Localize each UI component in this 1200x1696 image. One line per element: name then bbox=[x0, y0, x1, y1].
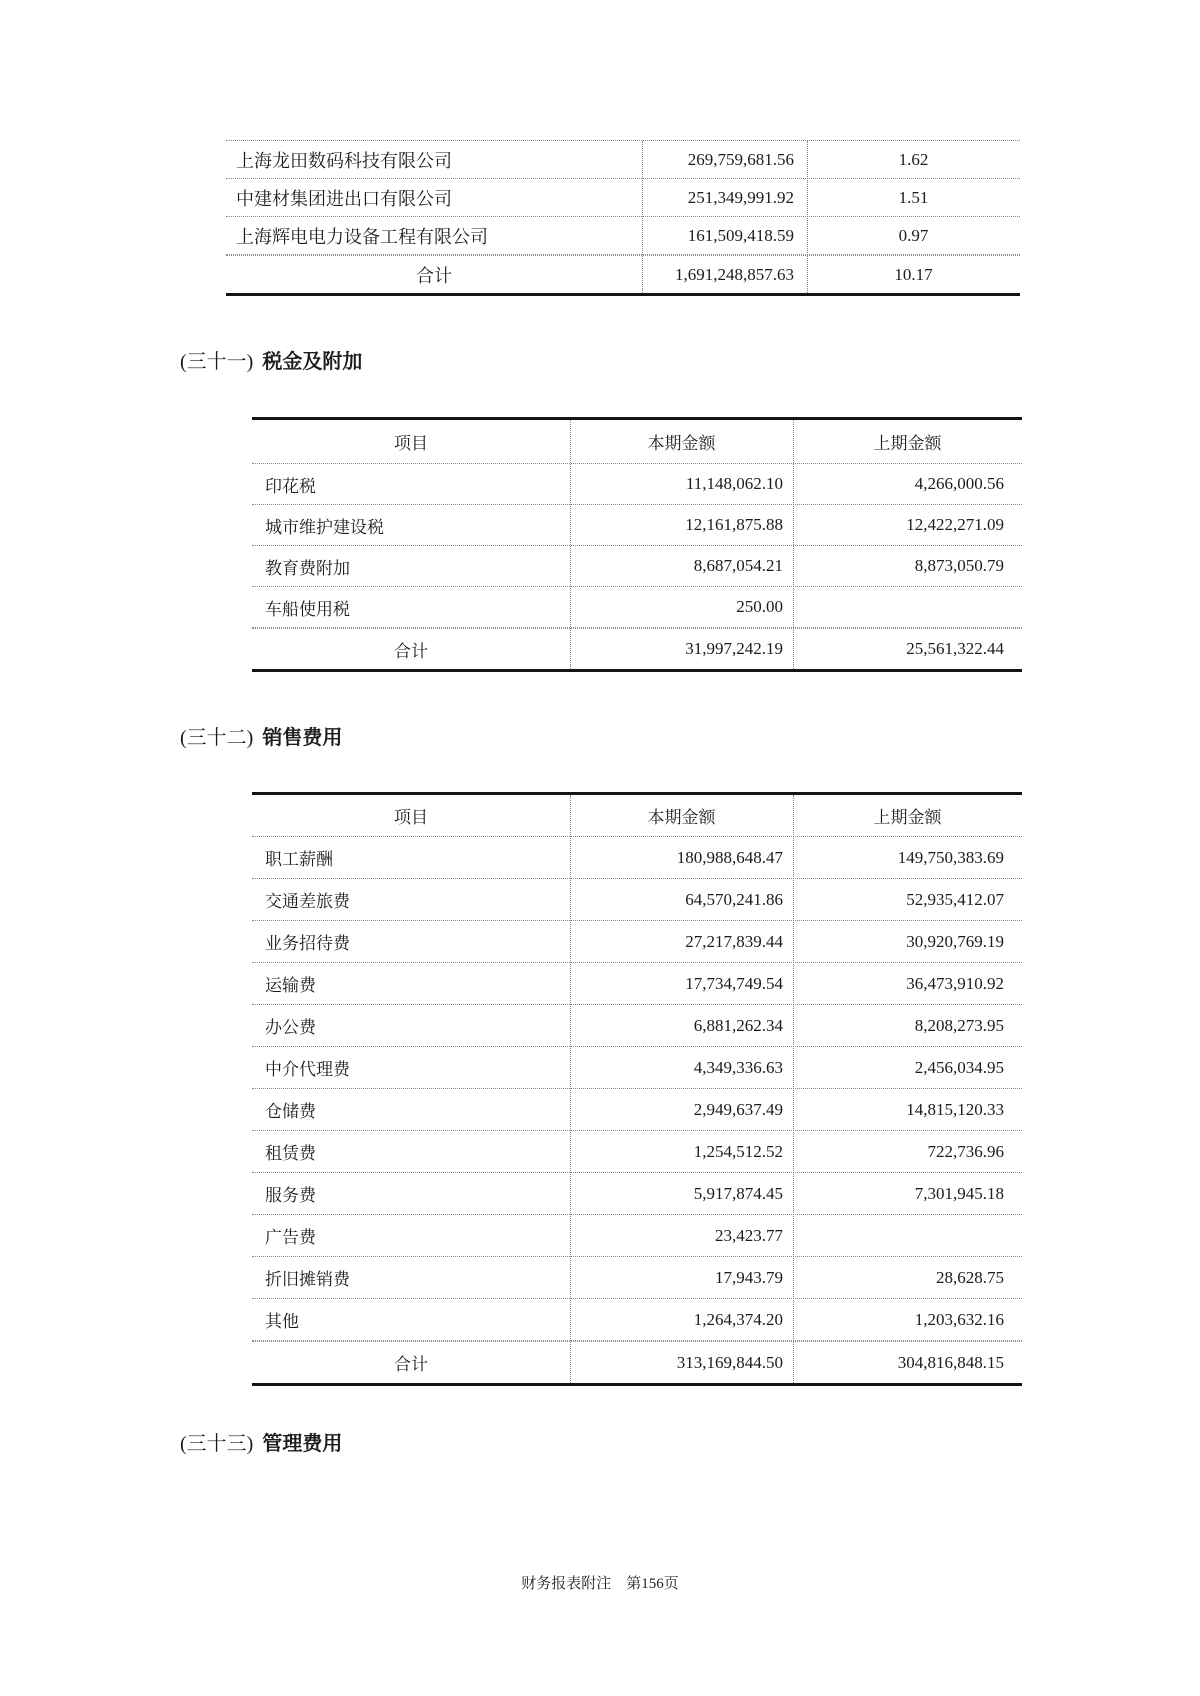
table-row bbox=[252, 837, 1022, 879]
prior-cell: 8,208,273.95 bbox=[914, 1015, 1004, 1035]
total-current-cell: 31,997,242.19 bbox=[685, 639, 783, 658]
table-row bbox=[252, 1257, 1022, 1299]
header-prior: 上期金额 bbox=[873, 808, 942, 827]
current-cell: 180,988,648.47 bbox=[676, 847, 783, 867]
item-cell: 业务招待费 bbox=[265, 934, 350, 953]
header-current: 本期金额 bbox=[647, 434, 716, 453]
prior-cell: 52,935,412.07 bbox=[906, 889, 1004, 909]
selling-expense-table bbox=[252, 792, 1022, 1386]
ratio-cell: 1.62 bbox=[898, 149, 929, 169]
ratio-cell: 1.51 bbox=[898, 187, 929, 207]
section-title: 管理费用 bbox=[262, 1433, 343, 1455]
current-cell: 6,881,262.34 bbox=[693, 1015, 783, 1035]
section-title: 销售费用 bbox=[262, 727, 343, 749]
table-row bbox=[252, 1215, 1022, 1257]
column-divider bbox=[807, 141, 808, 293]
item-cell: 城市维护建设税 bbox=[265, 517, 384, 537]
total-ratio-cell: 10.17 bbox=[894, 264, 933, 284]
amount-cell: 269,759,681.56 bbox=[687, 149, 794, 169]
prior-cell: 2,456,034.95 bbox=[914, 1057, 1004, 1077]
current-cell: 4,349,336.63 bbox=[693, 1057, 783, 1077]
section-number: (三十二) bbox=[180, 727, 254, 749]
current-cell: 27,217,839.44 bbox=[685, 931, 783, 951]
prior-cell: 722,736.96 bbox=[927, 1141, 1004, 1161]
current-cell: 1,254,512.52 bbox=[693, 1141, 783, 1161]
table-header-row bbox=[252, 420, 1022, 464]
current-cell: 17,943.79 bbox=[715, 1267, 783, 1287]
header-item: 项目 bbox=[394, 434, 428, 453]
table-row bbox=[252, 1299, 1022, 1341]
page-footer: 财务报表附注 第156页 bbox=[521, 1576, 679, 1592]
item-cell: 折旧摊销费 bbox=[265, 1270, 350, 1289]
item-cell: 交通差旅费 bbox=[265, 892, 350, 911]
company-name-cell: 上海龙田数码科技有限公司 bbox=[236, 150, 452, 171]
table-row bbox=[226, 179, 1020, 217]
column-divider bbox=[570, 795, 571, 1383]
current-cell: 64,570,241.86 bbox=[685, 889, 783, 909]
table-row bbox=[252, 587, 1022, 628]
tax-surcharge-table bbox=[252, 417, 1022, 672]
current-cell: 5,917,874.45 bbox=[693, 1183, 783, 1203]
header-prior: 上期金额 bbox=[873, 434, 942, 453]
column-divider bbox=[570, 420, 571, 669]
item-cell: 其他 bbox=[265, 1312, 299, 1331]
table-row bbox=[252, 879, 1022, 921]
current-cell: 250.00 bbox=[736, 597, 783, 616]
prior-cell: 12,422,271.09 bbox=[906, 515, 1004, 534]
prior-cell: 149,750,383.69 bbox=[897, 847, 1004, 867]
prior-cell: 28,628.75 bbox=[936, 1267, 1004, 1287]
item-cell: 服务费 bbox=[265, 1186, 316, 1205]
item-cell: 广告费 bbox=[265, 1228, 316, 1247]
prior-cell: 7,301,945.18 bbox=[914, 1183, 1004, 1203]
table-total-row bbox=[252, 1341, 1022, 1383]
table-row bbox=[252, 464, 1022, 505]
table-row bbox=[252, 546, 1022, 587]
column-divider bbox=[793, 795, 794, 1383]
total-prior-cell: 25,561,322.44 bbox=[906, 639, 1004, 658]
table-row bbox=[252, 1089, 1022, 1131]
current-cell: 2,949,637.49 bbox=[693, 1099, 783, 1119]
table-body bbox=[252, 464, 1022, 628]
prior-cell: 14,815,120.33 bbox=[906, 1099, 1004, 1119]
ratio-cell: 0.97 bbox=[898, 225, 929, 245]
current-cell: 11,148,062.10 bbox=[685, 474, 783, 493]
total-prior-cell: 304,816,848.15 bbox=[897, 1352, 1004, 1372]
amount-cell: 161,509,418.59 bbox=[687, 225, 794, 245]
total-amount-cell: 1,691,248,857.63 bbox=[675, 264, 794, 284]
section-33-heading bbox=[180, 1430, 342, 1458]
total-label-cell: 合计 bbox=[394, 641, 428, 661]
prior-cell: 8,873,050.79 bbox=[914, 556, 1004, 575]
item-cell: 租赁费 bbox=[265, 1144, 316, 1163]
current-cell: 17,734,749.54 bbox=[685, 973, 783, 993]
prior-cell: 36,473,910.92 bbox=[906, 973, 1004, 993]
prior-cell: 1,203,632.16 bbox=[914, 1309, 1004, 1329]
table-total-row bbox=[226, 255, 1020, 293]
current-cell: 8,687,054.21 bbox=[693, 556, 783, 575]
table-row bbox=[252, 505, 1022, 546]
table-total-row bbox=[252, 628, 1022, 669]
table-body bbox=[252, 837, 1022, 1341]
table-body bbox=[226, 141, 1020, 255]
item-cell: 运输费 bbox=[265, 976, 316, 995]
header-current: 本期金额 bbox=[647, 808, 716, 827]
prior-cell: 30,920,769.19 bbox=[906, 931, 1004, 951]
section-number: (三十三) bbox=[180, 1433, 254, 1455]
company-name-cell: 中建材集团进出口有限公司 bbox=[236, 188, 452, 209]
current-cell: 12,161,875.88 bbox=[685, 515, 783, 534]
amount-cell: 251,349,991.92 bbox=[687, 187, 794, 207]
item-cell: 办公费 bbox=[265, 1018, 316, 1037]
section-32-heading bbox=[180, 724, 342, 752]
table-row bbox=[252, 1005, 1022, 1047]
company-name-cell: 上海辉电电力设备工程有限公司 bbox=[236, 226, 488, 247]
item-cell: 中介代理费 bbox=[265, 1060, 350, 1079]
column-divider bbox=[642, 141, 643, 293]
prior-cell: 4,266,000.56 bbox=[914, 474, 1004, 493]
table-row bbox=[252, 1173, 1022, 1215]
total-label-cell: 合计 bbox=[416, 265, 452, 286]
section-31-heading bbox=[180, 348, 362, 376]
item-cell: 印花税 bbox=[265, 476, 316, 496]
column-divider bbox=[793, 420, 794, 669]
table-row bbox=[252, 921, 1022, 963]
total-current-cell: 313,169,844.50 bbox=[676, 1352, 783, 1372]
item-cell: 职工薪酬 bbox=[265, 850, 333, 869]
table-row bbox=[252, 963, 1022, 1005]
item-cell: 教育费附加 bbox=[265, 558, 350, 578]
item-cell: 车船使用税 bbox=[265, 599, 350, 619]
current-cell: 23,423.77 bbox=[715, 1225, 783, 1245]
section-title: 税金及附加 bbox=[262, 351, 363, 373]
section-number: (三十一) bbox=[180, 351, 254, 373]
customer-amount-table bbox=[226, 140, 1020, 296]
table-row bbox=[226, 217, 1020, 255]
table-row bbox=[226, 141, 1020, 179]
table-row bbox=[252, 1047, 1022, 1089]
total-label-cell: 合计 bbox=[394, 1355, 428, 1374]
header-item: 项目 bbox=[394, 808, 428, 827]
table-row bbox=[252, 1131, 1022, 1173]
table-header-row bbox=[252, 795, 1022, 837]
item-cell: 仓储费 bbox=[265, 1102, 316, 1121]
current-cell: 1,264,374.20 bbox=[693, 1309, 783, 1329]
